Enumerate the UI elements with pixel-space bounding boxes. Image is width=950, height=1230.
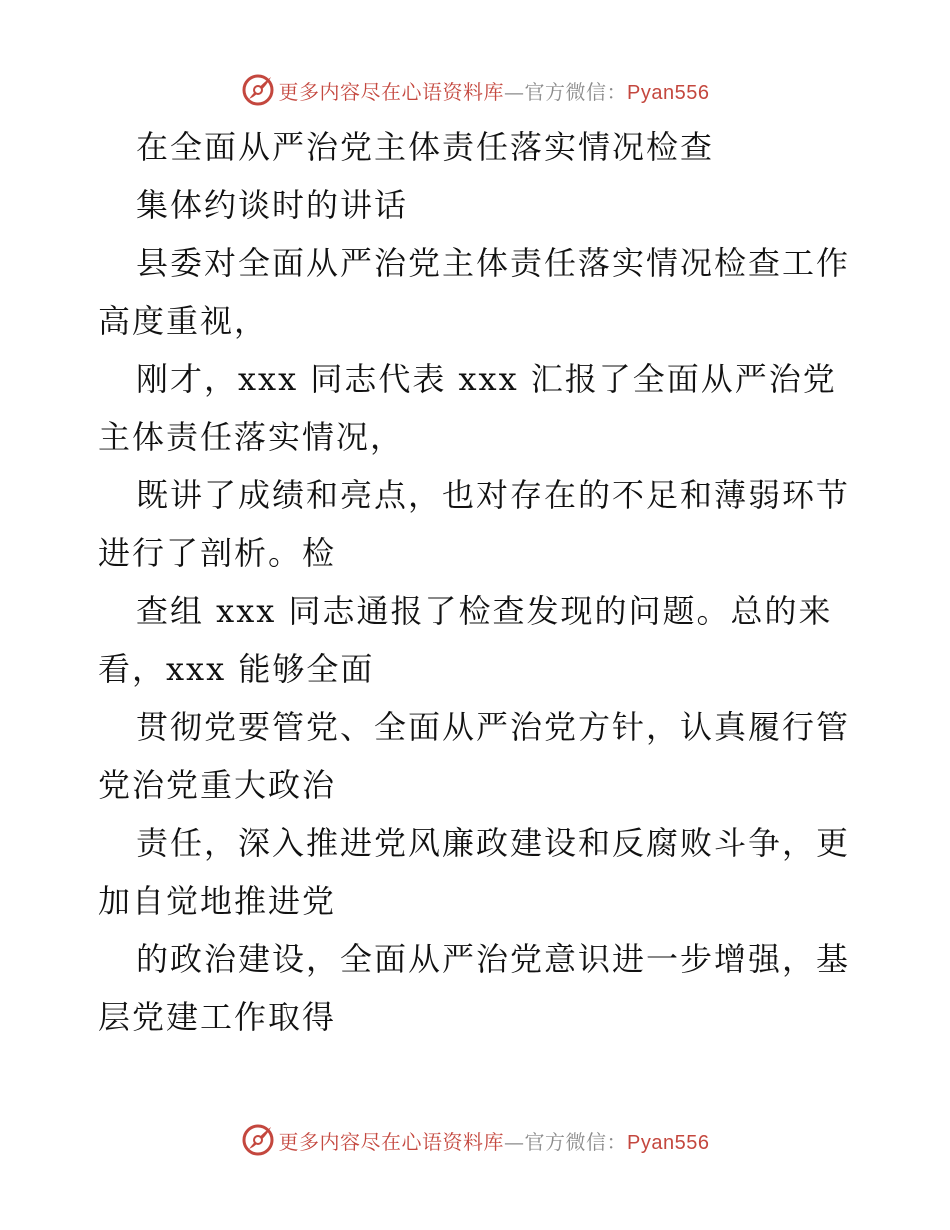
document-line: 加自觉地推进党 xyxy=(98,882,337,920)
document-line: 县委对全面从严治党主体责任落实情况检查工作 xyxy=(136,244,851,282)
quill-logo-icon xyxy=(241,73,275,107)
document-body xyxy=(98,118,858,1046)
watermark-text xyxy=(279,76,710,105)
document-line: 责任，深入推进党风廉政建设和反腐败斗争，更 xyxy=(136,824,851,862)
header-watermark xyxy=(0,70,950,110)
document-line: 既讲了成绩和亮点，也对存在的不足和薄弱环节 xyxy=(136,476,851,514)
watermark-dash: — xyxy=(504,79,525,104)
watermark-dash: — xyxy=(504,1129,525,1154)
watermark-wechat-label: 官方微信： xyxy=(524,79,628,104)
watermark-site-text: 更多内容尽在心语资料库 xyxy=(278,1129,505,1154)
document-line: 在全面从严治党主体责任落实情况检查 xyxy=(136,128,715,166)
watermark-wechat-label: 官方微信： xyxy=(524,1129,628,1154)
watermark-wechat-id: Pyan556 xyxy=(627,81,710,104)
document-line: 查组 xxx 同志通报了检查发现的问题。总的来 xyxy=(136,592,833,630)
document-line: 刚才，xxx 同志代表 xxx 汇报了全面从严治党 xyxy=(136,360,837,398)
document-line: 进行了剖析。检 xyxy=(98,534,337,572)
document-line: 贯彻党要管党、全面从严治党方针，认真履行管 xyxy=(136,708,851,746)
document-line: 集体约谈时的讲话 xyxy=(136,186,409,224)
watermark-site-text: 更多内容尽在心语资料库 xyxy=(278,79,505,104)
document-line: 看，xxx 能够全面 xyxy=(98,650,375,688)
watermark-text xyxy=(279,1126,710,1155)
document-line: 层党建工作取得 xyxy=(98,998,337,1036)
document-line: 高度重视， xyxy=(98,302,269,340)
quill-logo-icon xyxy=(241,1123,275,1157)
footer-watermark xyxy=(0,1120,950,1160)
document-line: 的政治建设，全面从严治党意识进一步增强，基 xyxy=(136,940,851,978)
document-line: 主体责任落实情况， xyxy=(98,418,405,456)
watermark-wechat-id: Pyan556 xyxy=(627,1131,710,1154)
document-line: 党治党重大政治 xyxy=(98,766,337,804)
